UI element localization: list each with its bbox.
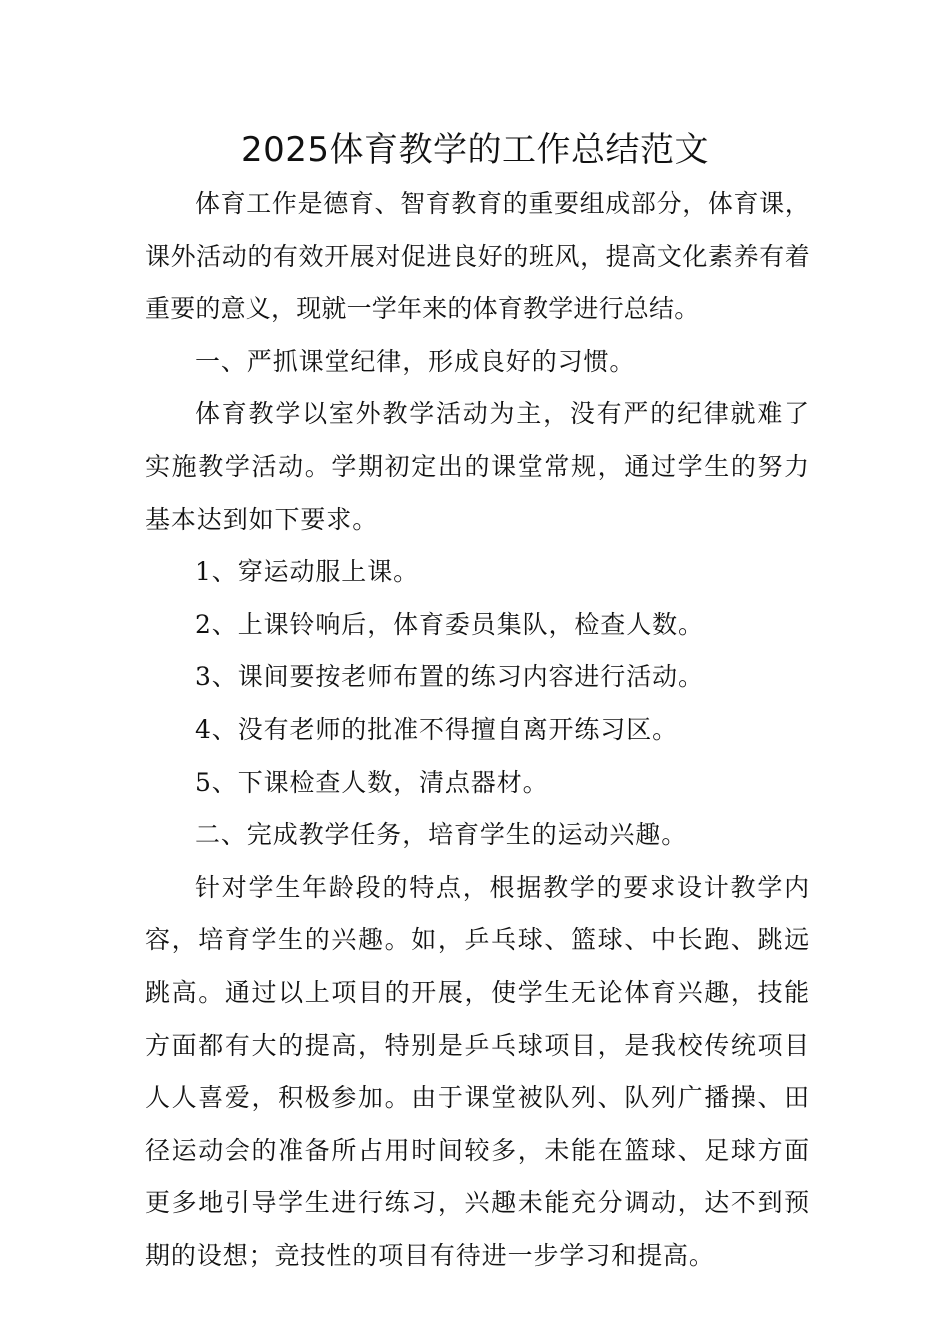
paragraph-intro: 体育工作是德育、智育教育的重要组成部分，体育课，课外活动的有效开展对促进良好的班风，提高文化素养有着重要的意义，现就一学年来的体育教学进行总结。 xyxy=(145,189,810,324)
document-title: 2025体育教学的工作总结范文 xyxy=(240,130,710,170)
document-body xyxy=(145,178,810,1282)
list-item-3: 3、课间要按老师布置的练习内容进行活动。 xyxy=(195,662,704,692)
list-item-4: 4、没有老师的批准不得擅自离开练习区。 xyxy=(195,714,679,744)
list-item-2: 2、上课铃响后，体育委员集队，检查人数。 xyxy=(195,609,704,639)
list-item-1: 1、穿运动服上课。 xyxy=(195,557,420,587)
section-heading-1: 一、严抓课堂纪律，形成良好的习惯。 xyxy=(195,346,636,376)
paragraph-discipline: 体育教学以室外教学活动为主，没有严的纪律就难了实施教学活动。学期初定出的课堂常规，通过学生的努力基本达到如下要求。 xyxy=(145,399,810,534)
list-item-5: 5、下课检查人数，清点器材。 xyxy=(195,767,549,797)
paragraph-interest: 针对学生年龄段的特点，根据教学的要求设计教学内容，培育学生的兴趣。如，乒乓球、篮球、中长跑、跳远跳高。通过以上项目的开展，使学生无论体育兴趣，技能方面都有大的提高，特别是乒乓球项目，是我校传统项目人人喜爱，积极参加。由于课堂被队列、队列广播操、田径运动会的准备所占用时间较多，未能在篮球、足球方面更多地引导学生进行练习，兴趣未能充分调动，达不到预期的设想；竞技性的项目有待进一步学习和提高。 xyxy=(145,872,810,1270)
section-heading-2: 二、完成教学任务，培育学生的运动兴趣。 xyxy=(195,820,688,850)
